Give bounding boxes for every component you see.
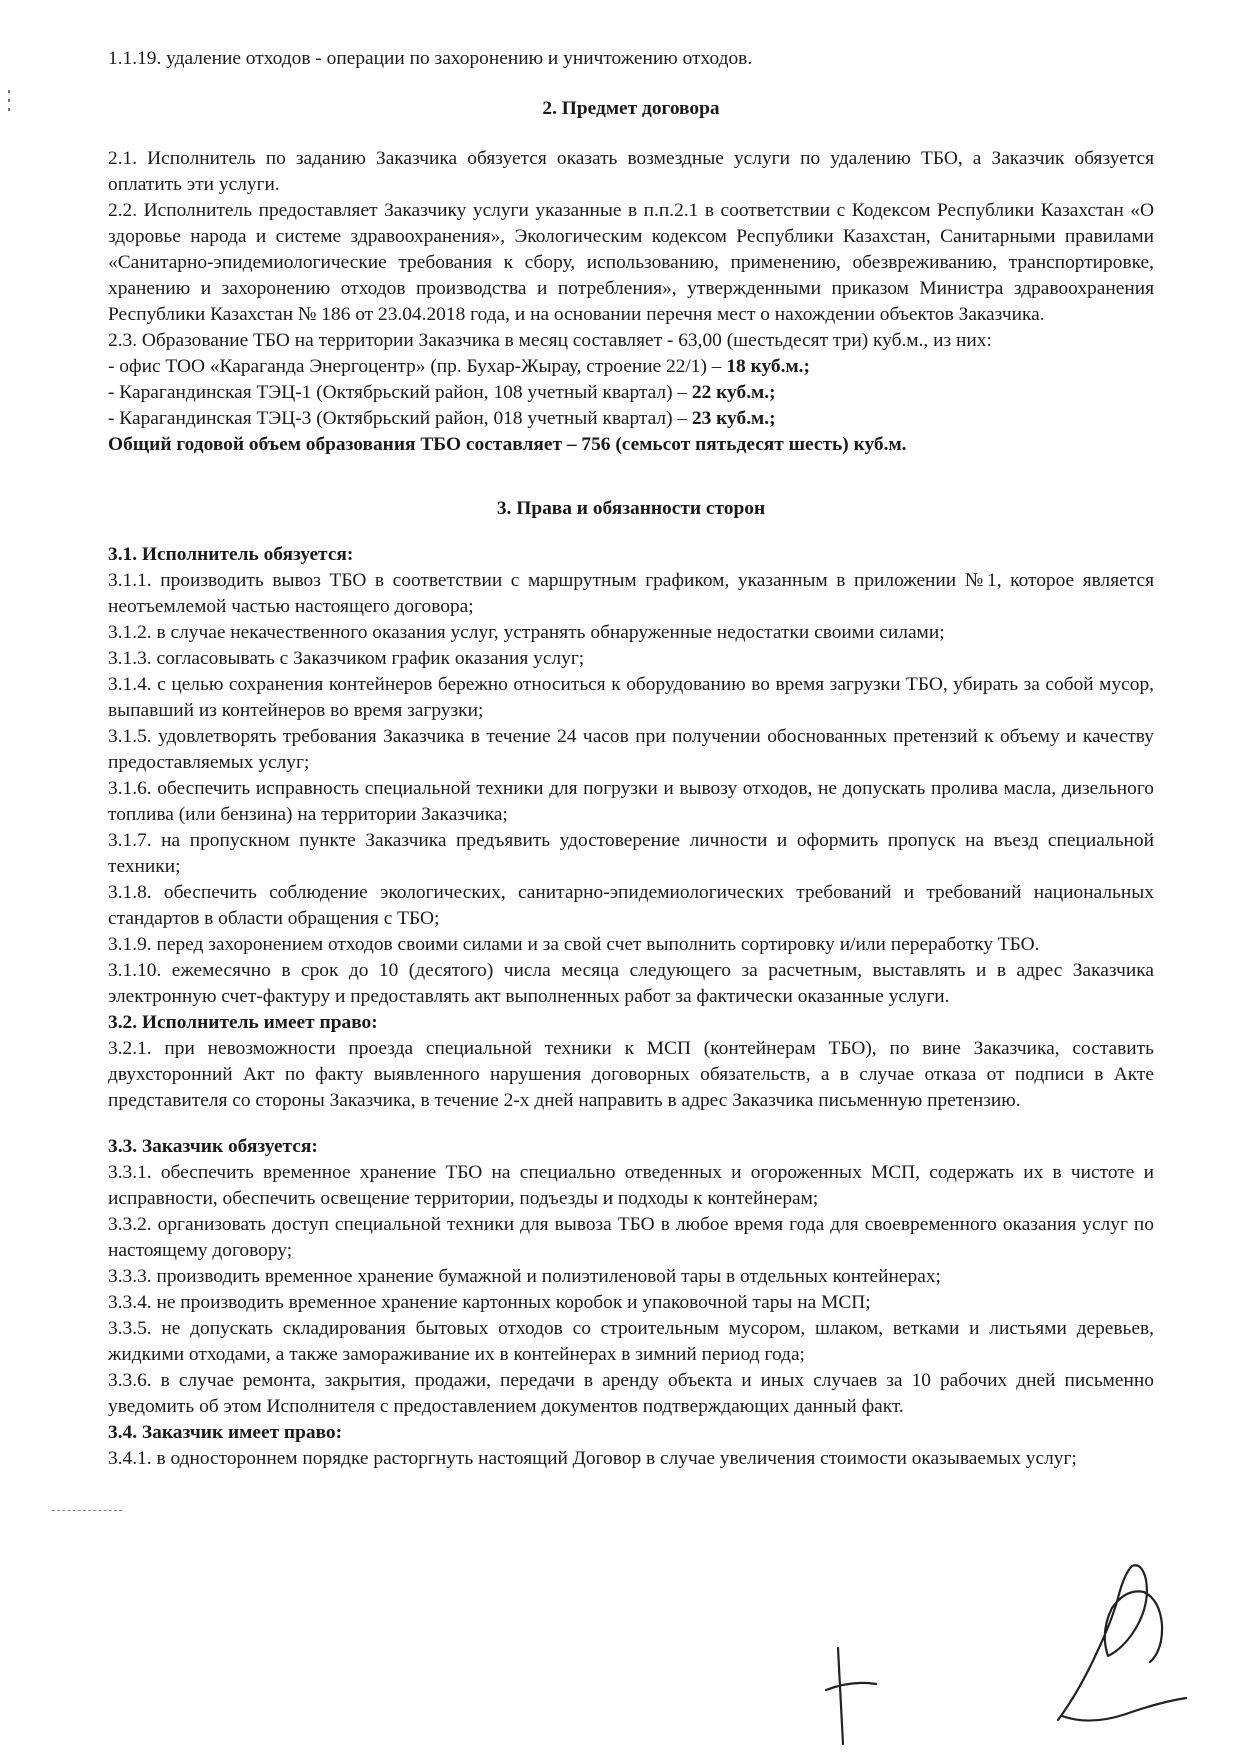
clause-3-1-10: 3.1.10. ежемесячно в срок до 10 (десятого) числа месяца следующего за расчетным, выставлять и в адрес Заказчика электронную счет-фактуру и предоставлять акт выполненных работ за фактически оказанные услуги. — [108, 960, 1154, 1007]
total-volume: Общий годовой объем образования ТБО составляет – 756 (семьсот пятьдесят шесть) куб.м. — [108, 434, 907, 455]
clause-1-1-19: 1.1.19. удаление отходов - операции по захоронению и уничтожению отходов. — [108, 48, 753, 69]
section-3-title: 3. Права и обязанности сторон — [496, 498, 766, 519]
document-body — [108, 46, 1154, 1472]
clause-3-1-3: 3.1.3. согласовывать с Заказчиком график оказания услуг; — [108, 648, 585, 669]
clause-3-3-5: 3.3.5. не допускать складирования бытовых отходов со строительным мусором, шлаком, ветками и листьями деревьев, жидкими отходами, а также замораживание их в контейнерах в зимний период года; — [108, 1318, 1154, 1365]
clause-2-2: 2.2. Исполнитель предоставляет Заказчику услуги указанные в п.п.2.1 в соответствии с Кодексом Республики Казахстан «О здоровье народа и системе здравоохранения», Экологическим кодексом Республики Казахстан, Санитарными правилами «Санитарно-эпидемиологические требования к сбору, использованию, применению, обезвреживанию, транспортировке, хранению и захоронению отходов производства и потребления», утвержденными приказом Министра здравоохранения Республики Казахстан № 186 от 23.04.2018 года, и на основании перечня мест о нахождении объектов Заказчика. — [108, 200, 1154, 325]
clause-3-1-9: 3.1.9. перед захоронением отходов своими силами и за свой счет выполнить сортировку и/или переработку ТБО. — [108, 934, 1040, 955]
signature-underline — [1062, 1698, 1186, 1721]
site-item: - офис ТОО «Караганда Энергоцентр» (пр. Бухар-Жырау, строение 22/1) – 18 куб.м.; — [108, 356, 810, 377]
site-item: - Карагандинская ТЭЦ-3 (Октябрьский район, 018 учетный квартал) – 23 куб.м.; — [108, 408, 776, 429]
clause-3-3-3: 3.3.3. производить временное хранение бумажной и полиэтиленовой тары в отдельных контейнерах; — [108, 1266, 941, 1287]
clause-2-1: 2.1. Исполнитель по заданию Заказчика обязуется оказать возмездные услуги по удалению ТБО, а Заказчик обязуется оплатить эти услуги. — [108, 148, 1154, 195]
clause-3-3-6: 3.3.6. в случае ремонта, закрытия, продажи, передачи в аренду объекта и иных случаев за 10 рабочих дней письменно уведомить об этом Исполнителя с предоставлением документов подтверждающих данный факт. — [108, 1370, 1154, 1417]
clause-3-2-1: 3.2.1. при невозможности проезда специальной техники к МСП (контейнерам ТБО), по вине Заказчика, составить двухсторонний Акт по факту выявленного нарушения договорных обязательств, а в случае отказа от подписи в Акте представителя со стороны Заказчика, в течение 2-х дней направить в адрес Заказчика письменную претензию. — [108, 1038, 1154, 1111]
initial-mark-left — [826, 1648, 876, 1744]
subsection-3-2-title: 3.2. Исполнитель имеет право: — [108, 1012, 378, 1033]
clause-3-1-8: 3.1.8. обеспечить соблюдение экологических, санитарно-эпидемиологических требований и требований национальных стандартов в области обращения с ТБО; — [108, 882, 1154, 929]
clause-3-1-5: 3.1.5. удовлетворять требования Заказчика в течение 24 часов при получении обоснованных претензий к объему и качеству предоставляемых услуг; — [108, 726, 1154, 773]
clause-3-1-7: 3.1.7. на пропускном пункте Заказчика предъявить удостоверение личности и оформить пропуск на въезд специальной техники; — [108, 830, 1154, 877]
clause-3-3-4: 3.3.4. не производить временное хранение картонных коробок и упаковочной тары на МСП; — [108, 1292, 871, 1313]
clause-3-1-4: 3.1.4. с целью сохранения контейнеров бережно относиться к оборудованию во время загрузки ТБО, убирать за собой мусор, выпавший из контейнеров во время загрузки; — [108, 674, 1154, 721]
clause-3-3-1: 3.3.1. обеспечить временное хранение ТБО на специально отведенных и огороженных МСП, содержать их в чистоте и исправности, обеспечить освещение территории, подъезды и подходы к контейнерам; — [108, 1162, 1154, 1209]
subsection-3-4-title: 3.4. Заказчик имеет право: — [108, 1422, 343, 1443]
clause-3-3-2: 3.3.2. организовать доступ специальной техники для вывоза ТБО в любое время года для своевременного оказания услуг по настоящему договору; — [108, 1214, 1154, 1261]
signature-stroke — [1058, 1565, 1162, 1720]
subsection-3-3-title: 3.3. Заказчик обязуется: — [108, 1136, 318, 1157]
site-item: - Карагандинская ТЭЦ-1 (Октябрьский район, 108 учетный квартал) – 22 куб.м.; — [108, 382, 776, 403]
subsection-3-1-title: 3.1. Исполнитель обязуется: — [108, 544, 354, 565]
scan-marks — [8, 90, 12, 130]
clause-3-1-1: 3.1.1. производить вывоз ТБО в соответствии с маршрутным графиком, указанным в приложении №1, которое является неотъемлемой частью настоящего договора; — [108, 570, 1154, 617]
clause-3-1-2: 3.1.2. в случае некачественного оказания услуг, устранять обнаруженные недостатки своими силами; — [108, 622, 945, 643]
section-2-title: 2. Предмет договора — [542, 98, 720, 119]
clause-3-1-6: 3.1.6. обеспечить исправность специальной техники для погрузки и вывозу отходов, не допускать пролива масла, дизельного топлива (или бензина) на территории Заказчика; — [108, 778, 1154, 825]
clause-3-4-1: 3.4.1. в одностороннем порядке расторгнуть настоящий Договор в случае увеличения стоимости оказываемых услуг; — [108, 1448, 1077, 1469]
clause-2-3: 2.3. Образование ТБО на территории Заказчика в месяц составляет - 63,00 (шестьдесят три) куб.м., из них: — [108, 330, 992, 351]
margin-dash-mark — [52, 1510, 122, 1511]
